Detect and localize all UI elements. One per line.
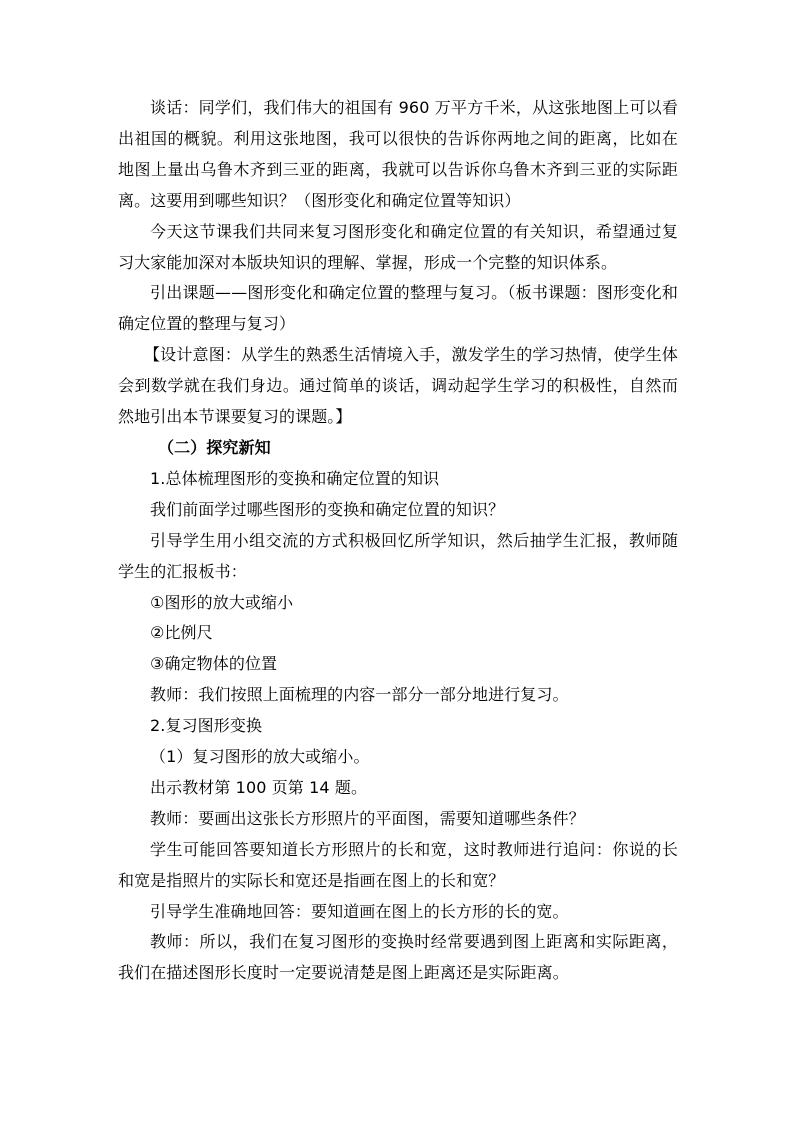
document-body bbox=[118, 93, 678, 989]
paragraph-review-goal: 今天这节课我们共同来复习图形变化和确定位置的有关知识，希望通过复习大家能加深对本版块知识的理解、掌握，形成一个完整的知识体系。 bbox=[118, 221, 678, 272]
list-item-scale: ②比例尺 bbox=[150, 623, 213, 643]
list-item-scaling: ①图形的放大或缩小 bbox=[150, 592, 294, 612]
paragraph-question: 我们前面学过哪些图形的变换和确定位置的知识？ bbox=[150, 499, 505, 519]
paragraph-textbook-exercise: 出示教材第 100 页第 14 题。 bbox=[150, 777, 368, 797]
paragraph-group-discussion: 引导学生用小组交流的方式积极回忆所学知识，然后抽学生汇报，教师随学生的汇报板书： bbox=[118, 530, 678, 581]
paragraph-teacher-summary: 教师：所以，我们在复习图形的变换时经常要遇到图上距离和实际距离，我们在描述图形长度时一定要说清楚是图上距离还是实际距离。 bbox=[118, 932, 678, 983]
paragraph-overall-review: 1.总体梳理图形的变换和确定位置的知识 bbox=[150, 468, 440, 488]
paragraph-student-answer: 学生可能回答要知道长方形照片的长和宽，这时教师进行追问：你说的长和宽是指照片的实际长和宽还是指画在图上的长和宽？ bbox=[118, 839, 678, 890]
paragraph-teacher-plan: 教师：我们按照上面梳理的内容一部分一部分地进行复习。 bbox=[150, 685, 569, 705]
paragraph-review-transform: 2.复习图形变换 bbox=[150, 716, 263, 736]
paragraph-intro-talk: 谈话：同学们，我们伟大的祖国有 960 万平方千米，从这张地图上可以看出祖国的概貌。利用这张地图，我可以很快的告诉你两地之间的距离，比如在地图上量出乌鲁木齐到三亚的距离，我就可以告诉你乌鲁木齐到三亚的实际距离。这要用到哪些知识？（图形变化和确定位置等知识） bbox=[118, 98, 678, 210]
paragraph-design-intent: 【设计意图：从学生的熟悉生活情境入手，激发学生的学习热情，使学生体会到数学就在我们身边。通过简单的谈话，调动起学生学习的积极性，自然而然地引出本节课要复习的课题。】 bbox=[118, 345, 678, 427]
paragraph-review-scaling: （1）复习图形的放大或缩小。 bbox=[150, 747, 370, 767]
paragraph-guide-answer: 引导学生准确地回答：要知道画在图上的长方形的长的宽。 bbox=[150, 901, 569, 921]
paragraph-teacher-question: 教师：要画出这张长方形照片的平面图，需要知道哪些条件？ bbox=[150, 808, 585, 828]
paragraph-lesson-title: 引出课题——图形变化和确定位置的整理与复习。（板书课题：图形变化和确定位置的整理与复习） bbox=[118, 283, 678, 334]
list-item-position: ③确定物体的位置 bbox=[150, 654, 278, 674]
section-heading-explore: （二）探究新知 bbox=[158, 437, 271, 457]
